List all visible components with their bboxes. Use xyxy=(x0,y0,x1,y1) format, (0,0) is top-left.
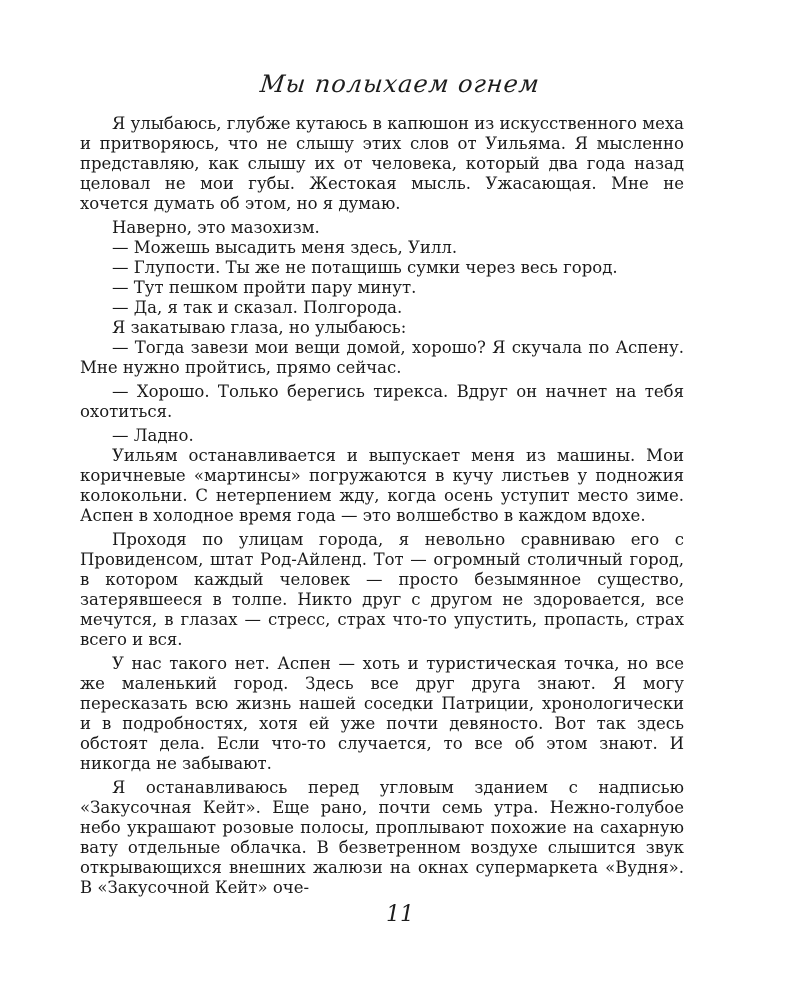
paragraph: Уильям останавливается и выпускает меня из машины. Мои коричневые «мартинсы» погружаются в кучу листьев у подножия колокольни. С нетерпением жду, когда осень уступит место зиме. Аспен в холодное время года — это волшебство в каждом вдохе. xyxy=(80,446,684,525)
paragraph: — Ладно. xyxy=(112,426,194,445)
page-number: 11 xyxy=(386,902,414,927)
paragraph: — Тут пешком пройти пару минут. xyxy=(112,278,417,297)
paragraph: Я останавливаюсь перед угловым зданием с надписью «Закусочная Кейт». Еще рано, почти семь утра. Нежно-голубое небо украшают розовые полосы, проплывают похожие на сахарную вату отдельные облачка. В безветренном воздухе слышится звук открывающихся внешних жалюзи на окнах супермаркета «Вудня». В «Закусочной Кейт» оче- xyxy=(80,778,684,897)
paragraph: Проходя по улицам города, я невольно сравниваю его с Провиденсом, штат Род-Айленд. Тот — огромный столичный город, в котором каждый человек — просто безымянное существо, затерявшееся в толпе. Никто друг с другом не здоровается, все мечутся, в глазах — стресс, страх что-то упустить, пропасть, страх всего и вся. xyxy=(80,530,684,649)
paragraph: Я закатываю глаза, но улыбаюсь: xyxy=(112,318,407,337)
paragraph: — Тогда завези мои вещи домой, хорошо? Я скучала по Аспену. Мне нужно пройтись, прямо сейчас. xyxy=(80,338,684,377)
paragraph: — Да, я так и сказал. Полгорода. xyxy=(112,298,403,317)
paragraph: Наверно, это мазохизм. xyxy=(112,218,320,237)
paragraph: — Глупости. Ты же не потащишь сумки через весь город. xyxy=(112,258,618,277)
paragraph: — Хорошо. Только берегись тирекса. Вдруг он начнет на тебя охотиться. xyxy=(80,382,684,421)
body-text xyxy=(80,114,684,898)
paragraph: Я улыбаюсь, глубже кутаюсь в капюшон из искусственного меха и притворяюсь, что не слышу этих слов от Уильяма. Я мысленно представляю, как слышу их от человека, который два года назад целовал не мои губы. Жестокая мысль. Ужасающая. Мне не хочется думать об этом, но я думаю. xyxy=(80,114,684,213)
running-title: Мы полыхаем огнем xyxy=(258,70,542,98)
paragraph: — Можешь высадить меня здесь, Уилл. xyxy=(112,238,458,257)
paragraph: У нас такого нет. Аспен — хоть и туристическая точка, но все же маленький город. Здесь все друг друга знают. Я могу пересказать всю жизнь нашей соседки Патриции, хронологически и в подробностях, хотя ей уже почти девяносто. Вот так здесь обстоят дела. Если что-то случается, то все об этом знают. И никогда не забывают. xyxy=(80,654,684,773)
